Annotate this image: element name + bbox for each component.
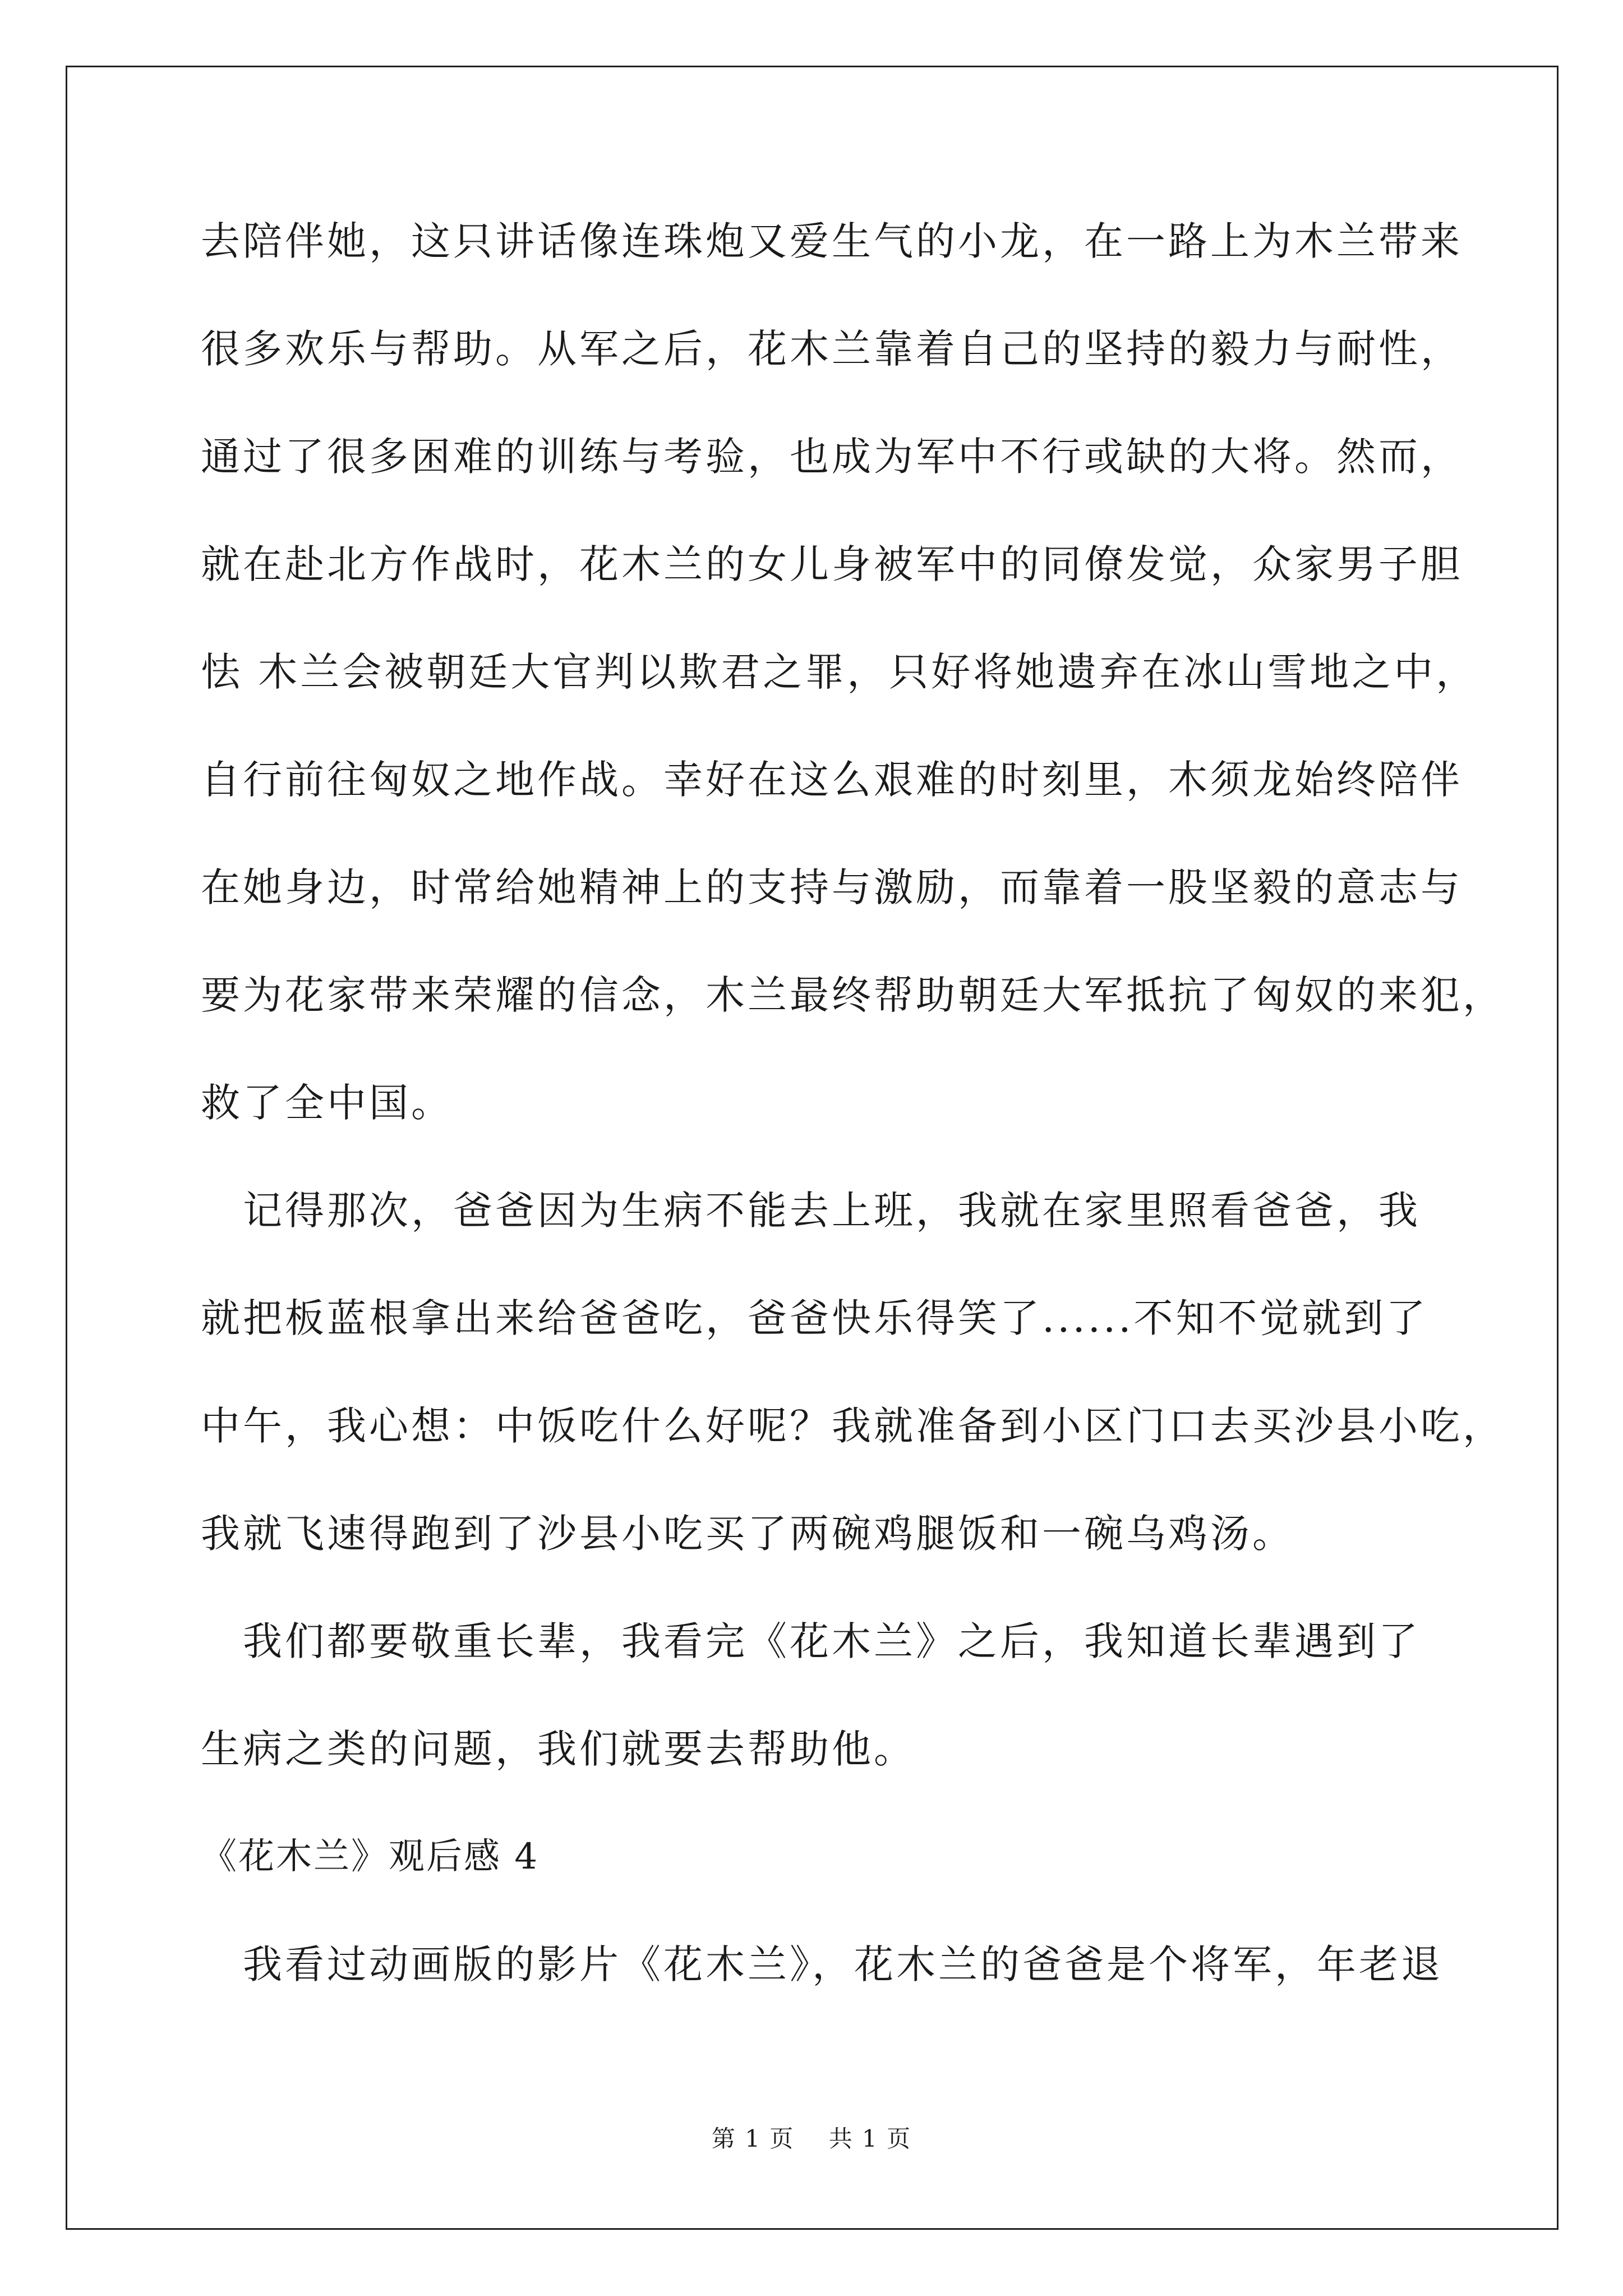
text-line: 在她身边，时常给她精神上的支持与激励，而靠着一股坚毅的意志与 [201,864,1463,910]
text-line: 很多欢乐与帮助。从军之后，花木兰靠着自己的坚持的毅力与耐性， [201,326,1463,372]
text-line: 生病之类的问题，我们就要去帮助他。 [201,1726,916,1772]
page-border [66,66,1559,2230]
text-line: 怯 木兰会被朝廷大官判以欺君之罪，只好将她遗弃在冰山雪地之中， [201,649,1478,695]
text-line: 我就飞速得跑到了沙县小吃买了两碗鸡腿饭和一碗乌鸡汤。 [201,1511,1294,1557]
text-line: 就在赴北方作战时，花木兰的女儿身被军中的同僚发觉，众家男子胆 [201,541,1463,587]
text-line: 我们都要敬重长辈，我看完《花木兰》之后，我知道长辈遇到了 [201,1618,1421,1664]
section-heading: 《花木兰》观后感 4 [201,1836,540,1878]
text-line: 要为花家带来荣耀的信念，木兰最终帮助朝廷大军抵抗了匈奴的来犯， [201,972,1505,1018]
text-line: 我看过动画版的影片《花木兰》，花木兰的爸爸是个将军，年老退 [201,1941,1443,1987]
text-line: 记得那次，爸爸因为生病不能去上班，我就在家里照看爸爸，我 [201,1188,1421,1234]
text-line: 中午，我心想：中饭吃什么好呢？我就准备到小区门口去买沙县小吃， [201,1403,1505,1449]
text-line: 救了全中国。 [201,1080,453,1126]
page-footer: 第 1 页 共 1 页 [711,2125,912,2152]
text-line: 去陪伴她，这只讲话像连珠炮又爱生气的小龙，在一路上为木兰带来 [201,218,1463,264]
text-line: 自行前往匈奴之地作战。幸好在这么艰难的时刻里，木须龙始终陪伴 [201,757,1463,803]
text-line: 通过了很多困难的训练与考验，也成为军中不行或缺的大将。然而， [201,434,1463,480]
text-line: 就把板蓝根拿出来给爸爸吃，爸爸快乐得笑了......不知不觉就到了 [201,1295,1428,1341]
